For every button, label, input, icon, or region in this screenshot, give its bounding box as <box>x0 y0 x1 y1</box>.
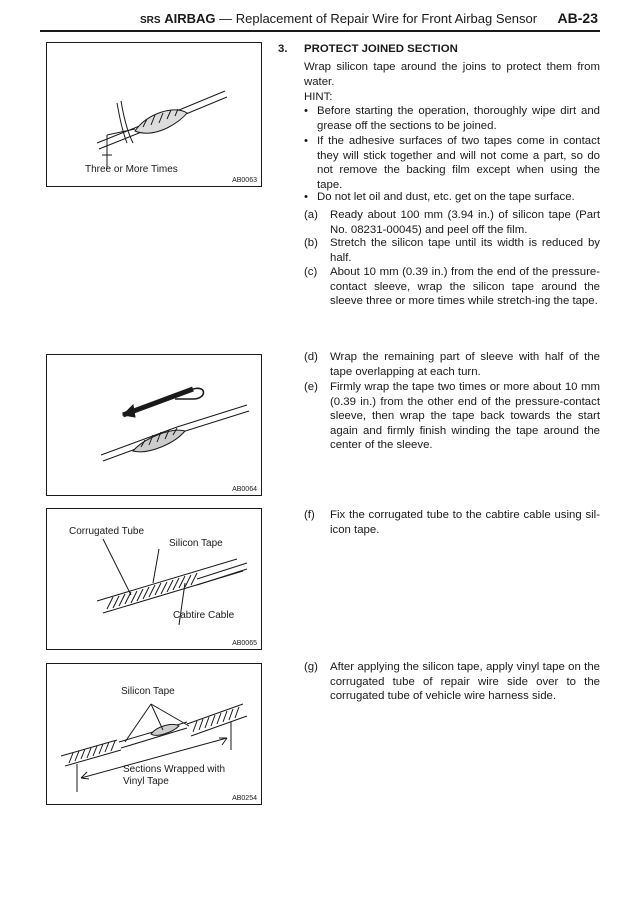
figure-ab0254 <box>46 663 262 805</box>
item-mark: (a) <box>304 209 318 221</box>
figure-ab0064 <box>46 354 262 496</box>
label-cabtire-cable: Cabtire Cable <box>173 610 235 621</box>
step-item-a <box>304 208 600 237</box>
figure-code: AB0064 <box>232 486 257 493</box>
step-item-g <box>304 660 600 704</box>
item-text: Stretch the silicon tape until its width is reduced by half. <box>330 237 600 264</box>
figure-ab0063 <box>46 42 262 187</box>
hint-bullet <box>304 104 600 133</box>
item-text: After applying the silicon tape, apply vinyl tape on the corrugated tube of repair wire side over to the corrugated tube of vehicle wire harness side. <box>330 661 600 703</box>
step-item-f <box>304 508 600 537</box>
bullet-dot: • <box>304 135 308 147</box>
figure-ab0065 <box>46 508 262 650</box>
bullet-text: Do not let oil and dust, etc. get on the tape surface. <box>317 191 575 203</box>
step-title: PROTECT JOINED SECTION <box>304 43 458 55</box>
bullet-text: Before starting the operation, thoroughly wipe dirt and grease off the sections to be joined. <box>317 105 600 132</box>
item-mark: (g) <box>304 661 318 673</box>
figure-code: AB0065 <box>232 640 257 647</box>
item-text: Firmly wrap the tape two times or more about 10 mm (0.39 in.) from the other end of the pressure-contact sleeve, then wrap the tape back towards the start again and firmly finish winding the tape around the center of the sleeve. <box>330 381 600 452</box>
instruction-text <box>278 42 600 802</box>
label-sections-wrapped-vinyl-tape: Sections Wrapped with Vinyl Tape <box>123 764 226 787</box>
section-subtitle: Replacement of Repair Wire for Front Airbag Sensor <box>235 11 538 26</box>
hint-label: HINT: <box>304 91 333 103</box>
item-mark: (b) <box>304 237 318 249</box>
step-item-e <box>304 380 600 453</box>
hint-bullet <box>304 190 600 205</box>
step-item-b <box>304 236 600 265</box>
page-header <box>40 8 600 32</box>
item-mark: (d) <box>304 351 318 363</box>
bullet-dot: • <box>304 105 308 117</box>
hint-bullet <box>304 134 600 192</box>
step-item-d <box>304 350 600 379</box>
label-three-or-more-times: Three or More Times <box>85 164 178 175</box>
item-mark: (c) <box>304 266 318 278</box>
item-text: Wrap the remaining part of sleeve with half of the tape overlapping at each turn. <box>330 351 600 378</box>
step-item-c <box>304 265 600 309</box>
label-corrugated-tube: Corrugated Tube <box>69 526 145 537</box>
srs-label: SRS <box>140 15 161 26</box>
bullet-text: If the adhesive surfaces of two tapes come in contact they will stick together and will not come a part, so do not remove the backing film except when using the tape. <box>317 135 600 191</box>
figure-ab0064-illustration <box>47 355 261 495</box>
item-text: Fix the corrugated tube to the cabtire cable using sil-icon tape. <box>330 509 600 536</box>
airbag-label: AIRBAG <box>164 11 216 26</box>
bullet-dot: • <box>304 191 308 203</box>
section-title <box>140 11 537 26</box>
figure-code: AB0063 <box>232 177 257 184</box>
item-mark: (e) <box>304 381 318 393</box>
item-mark: (f) <box>304 509 315 521</box>
step-number: 3. <box>278 43 288 55</box>
title-dash: — <box>219 11 233 26</box>
item-text: Ready about 100 mm (3.94 in.) of silicon tape (Part No. 08231-00045) and peel off the film. <box>330 209 600 236</box>
label-silicon-tape: Silicon Tape <box>169 538 223 549</box>
page-number: AB-23 <box>557 10 598 26</box>
item-text: About 10 mm (0.39 in.) from the end of the pressure-contact sleeve, wrap the silicon tape around the sleeve three or more times while stretch-ing the tape. <box>330 266 600 308</box>
step-intro: Wrap silicon tape around the joins to protect them from water. <box>304 61 600 88</box>
label-silicon-tape: Silicon Tape <box>121 686 175 697</box>
figure-code: AB0254 <box>232 795 257 802</box>
